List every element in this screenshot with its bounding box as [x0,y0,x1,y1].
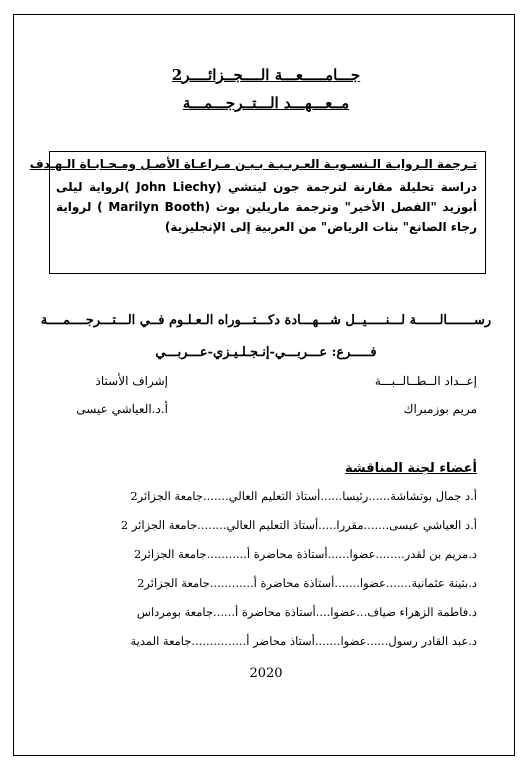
supervisor-label: إشراف الأستاذ [95,374,168,388]
committee-member: أ.د العياشي عيسى.......مقررا.....أستاذ التعليم العالي........جامعة الجزائر 2 [120,518,477,532]
thesis-title-box [29,151,486,274]
university-name: جـــامـــــعـــة الــــجــزائــــر2 [171,66,361,84]
committee-member: د.فاطمة الزهراء ضياف...عضوا....أستاذة محاضرة أ......جامعة بومرداس [136,605,477,619]
committee-member: د.مريم بن لقدر........عضوا......أستاذة محاضرة أ...........جامعة الجزائر2 [133,547,477,561]
prepared-by-label: إعــداد الــطــالــبـــة [374,374,477,388]
institute-name: مــعـــهـــد الـــتــرجـــمـــة [182,94,350,112]
committee-member: أ.د جمال بوتشاشة......رئيسا......أستاذ التعليم العالي.......جامعة الجزائر2 [130,489,477,503]
thesis-title: تـرجمة الـروايـة الـنسـويـة العـربـيـة بـيـن مـراعـاة الأصـل ومـحـابـاة الـهـدف [29,157,477,171]
thesis-subtitle: دراسة تحليلة مقارنة لترجمة جون ليتشي (John Liechy )لرواية ليلى أبوزيد "الفصل الأخير" وترجمة ماريلين بوث (Marilyn Booth ) لرواية رجاء الصانع" بنات الرياض" من العربية إلى الإنجليزية) [56,180,478,234]
thesis-branch: فـــــرع: عـــربـــي-إنـجـلـيـزي-عـــربـــي [155,345,377,360]
thesis-degree: رســـــــالــــــة لـــنـــــيــل شـــهـــادة دكـــتـــوراه الـعـلـوم فــي الـــتـــرجــــمــــة [40,313,492,328]
committee-member: د.بثينة عثمانية.......عضوا.......أستاذة محاضرة أ............جامعة الجزائر2 [137,576,477,590]
year: 2020 [249,666,283,681]
committee-member: د.عبد القادر رسول......عضوا.......أستاذ محاضر أ...............جامعة المدية [130,634,477,648]
supervisor-name: أ.د.العياشي عيسى [76,402,168,416]
committee-heading: أعضاء لجنة المناقشة [344,461,477,476]
student-name: مريم بوزمبراك [403,402,477,416]
